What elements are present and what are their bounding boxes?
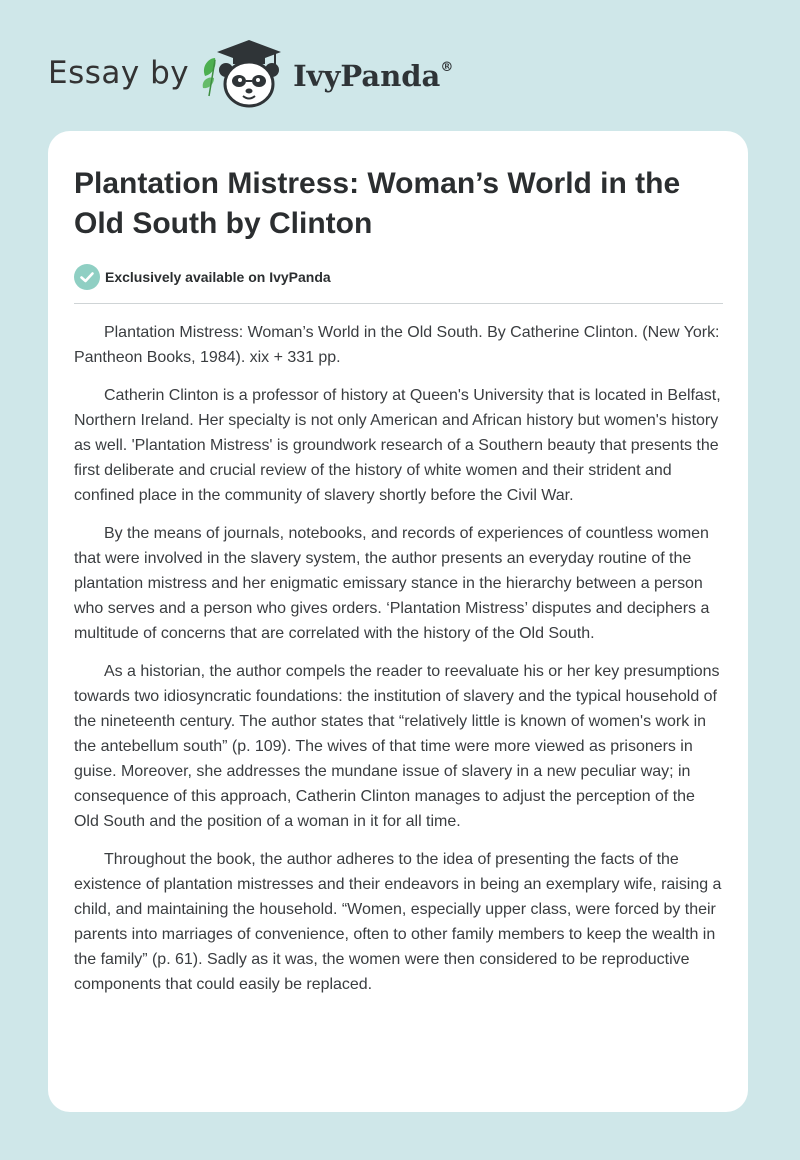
essay-by-label: Essay by	[48, 55, 190, 91]
essay-card	[48, 131, 748, 1112]
essay-body	[74, 320, 724, 1010]
paragraph-3: By the means of journals, notebooks, and records of experiences of countless women that were involved in the slavery system, the author presents an everyday routine of the plantation mistress and her enigmatic emissary stance in the hierarchy between a person who serves and a person who gives orders. ‘Plantation Mistress’ disputes and deciphers a multitude of concerns that are correlated with the history of the Old South.	[74, 525, 710, 642]
check-circle-icon	[74, 264, 100, 290]
brand-label: IvyPanda	[293, 59, 441, 93]
page-title: Plantation Mistress: Woman’s World in the Old South by Clinton	[74, 167, 681, 240]
panda-graduate-icon	[199, 36, 289, 110]
divider	[74, 303, 723, 304]
brand-name[interactable]	[293, 59, 453, 93]
exclusive-badge	[74, 264, 331, 290]
exclusive-label: Exclusively available on IvyPanda	[105, 269, 331, 285]
paragraph-5: Throughout the book, the author adheres to the idea of presenting the facts of the existence of plantation mistresses and their endeavors in being an exemplary wife, raising a child, and maintaining the household. “Women, especially upper class, were forced by their parents into marriages of convenience, often to other family members to keep the wealth in the family” (p. 61). Sadly as it was, the women were then considered to be reproductive components that could easily be replaced.	[74, 851, 722, 993]
site-header	[48, 36, 453, 110]
registered-mark: ®	[440, 60, 454, 76]
paragraph-1: Plantation Mistress: Woman’s World in the Old South. By Catherine Clinton. (New York: Pantheon Books, 1984). xix + 331 pp.	[74, 324, 720, 366]
paragraph-2: Catherin Clinton is a professor of history at Queen's University that is located in Belfast, Northern Ireland. Her specialty is not only American and African history but women's history as well. 'Plantation Mistress' is groundwork research of a Southern beauty that presents the first deliberate and crucial review of the history of white women and their strident and confined place in the community of slavery shortly before the Civil War.	[74, 387, 721, 504]
paragraph-4: As a historian, the author compels the reader to reevaluate his or her key presumptions towards two idiosyncratic foundations: the institution of slavery and the typical household of the nineteenth century. The author states that “relatively little is known of women's work in the antebellum south” (p. 109). The wives of that time were more viewed as prisoners in guise. Moreover, she addresses the mundane issue of slavery in a new peculiar way; in consequence of this approach, Catherin Clinton manages to adjust the perception of the Old South and the position of a woman in it for all time.	[74, 663, 720, 830]
